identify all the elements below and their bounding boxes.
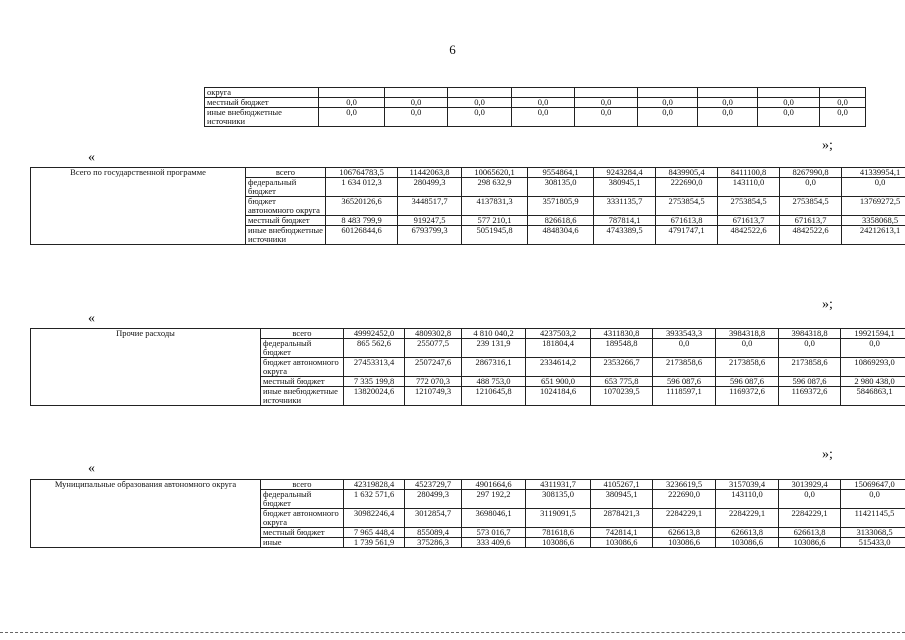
table-row	[31, 480, 905, 490]
table-cell: 15069647,0	[841, 480, 905, 490]
table-cell: 3331135,7	[594, 197, 656, 216]
table-cell: 11421145,5	[841, 509, 905, 528]
table-cell: 2173858,6	[653, 358, 716, 377]
table-cell: 1169372,6	[716, 387, 779, 406]
table-cell: 596 087,6	[653, 377, 716, 387]
table-row	[31, 168, 905, 178]
table-cell: 103086,6	[716, 538, 779, 548]
section-table	[30, 328, 905, 406]
row-label: иные	[261, 538, 344, 548]
table-cell: 4842522,6	[718, 226, 780, 245]
table-cell: 255077,5	[405, 339, 462, 358]
table-cell: 103086,6	[591, 538, 653, 548]
table-cell: 488 753,0	[462, 377, 526, 387]
row-label: бюджет автономного округа	[261, 358, 344, 377]
section-table	[30, 167, 905, 245]
table-cell: 0,0	[820, 98, 866, 108]
table-cell: 1070239,5	[591, 387, 653, 406]
table-cell: 0,0	[319, 108, 385, 127]
table-cell	[758, 88, 820, 98]
row-label: иные внебюджетные источники	[246, 226, 326, 245]
table-cell: 651 900,0	[526, 377, 591, 387]
table-cell: 1024184,6	[526, 387, 591, 406]
page-bottom-edge	[0, 632, 905, 633]
section-title: Всего по государственной программе	[31, 168, 246, 245]
table-cell: 2 980 438,0	[841, 377, 905, 387]
table-cell: 671613,7	[780, 216, 842, 226]
table-cell: 2173858,6	[716, 358, 779, 377]
table-cell: 626613,8	[779, 528, 841, 538]
table-cell: 0,0	[841, 490, 905, 509]
table-cell: 4809302,8	[405, 329, 462, 339]
table-cell: 27453313,4	[344, 358, 405, 377]
table-cell: 3012854,7	[405, 509, 462, 528]
table-cell: 308135,0	[526, 490, 591, 509]
table-cell: 515433,0	[841, 538, 905, 548]
table-cell: 222690,0	[656, 178, 718, 197]
table-cell: 0,0	[779, 490, 841, 509]
row-label: иные внебюджетные источники	[261, 387, 344, 406]
table-cell: 4311830,8	[591, 329, 653, 339]
table-row	[205, 98, 866, 108]
table-cell: 772 070,3	[405, 377, 462, 387]
table-row	[205, 108, 866, 127]
table-cell: 0,0	[575, 108, 638, 127]
table-cell: 8267990,8	[780, 168, 842, 178]
table-cell: 1 739 561,9	[344, 538, 405, 548]
table-cell	[820, 88, 866, 98]
table-cell: 24212613,1	[842, 226, 905, 245]
table-cell	[448, 88, 512, 98]
table-cell: 1210645,8	[462, 387, 526, 406]
table-cell: 4791747,1	[656, 226, 718, 245]
table-cell: 7 965 448,4	[344, 528, 405, 538]
table-cell: 0,0	[842, 178, 905, 197]
table-cell: 2284229,1	[653, 509, 716, 528]
table-cell: 3984318,8	[716, 329, 779, 339]
table-cell: 239 131,9	[462, 339, 526, 358]
table-cell: 3013929,4	[779, 480, 841, 490]
table-cell: 1 632 571,6	[344, 490, 405, 509]
table-cell: 4137831,3	[462, 197, 528, 216]
table-cell: 9243284,4	[594, 168, 656, 178]
table-cell: 36520126,6	[326, 197, 398, 216]
table-cell: 596 087,6	[716, 377, 779, 387]
table-cell: 103086,6	[526, 538, 591, 548]
table-cell: 0,0	[841, 339, 905, 358]
row-label: федеральный бюджет	[246, 178, 326, 197]
table-row	[205, 88, 866, 98]
table-cell: 4842522,6	[780, 226, 842, 245]
table-cell: 13820024,6	[344, 387, 405, 406]
table-cell: 3157039,4	[716, 480, 779, 490]
table-cell: 0,0	[653, 339, 716, 358]
row-label: федеральный бюджет	[261, 339, 344, 358]
table-cell: 0,0	[698, 108, 758, 127]
table-cell: 10065620,1	[462, 168, 528, 178]
table-cell: 0,0	[758, 98, 820, 108]
table-cell: 4523729,7	[405, 480, 462, 490]
table-row	[31, 329, 905, 339]
table-cell: 742814,1	[591, 528, 653, 538]
row-label: местный бюджет	[246, 216, 326, 226]
table-cell: 4237503,2	[526, 329, 591, 339]
table-cell: 10869293,0	[841, 358, 905, 377]
table-cell: 42319828,4	[344, 480, 405, 490]
table-cell: 7 335 199,8	[344, 377, 405, 387]
table-cell: 19921594,1	[841, 329, 905, 339]
table-cell	[512, 88, 575, 98]
opening-quote: «	[88, 311, 95, 326]
table-cell: 2507247,6	[405, 358, 462, 377]
table-cell: 577 210,1	[462, 216, 528, 226]
table-cell: 2284229,1	[716, 509, 779, 528]
table-cell: 919247,5	[398, 216, 462, 226]
table-cell: 13769272,5	[842, 197, 905, 216]
table-cell: 103086,6	[653, 538, 716, 548]
table-cell: 5051945,8	[462, 226, 528, 245]
table-cell: 787814,1	[594, 216, 656, 226]
table-cell: 781618,6	[526, 528, 591, 538]
table-cell: 0,0	[385, 98, 448, 108]
table-cell: 41339954,1	[842, 168, 905, 178]
table-cell: 143110,0	[716, 490, 779, 509]
table-cell: 2753854,5	[656, 197, 718, 216]
table-cell: 8439905,4	[656, 168, 718, 178]
table-cell: 596 087,6	[779, 377, 841, 387]
table-cell: 573 016,7	[462, 528, 526, 538]
table-cell: 3236619,5	[653, 480, 716, 490]
table-cell: 0,0	[758, 108, 820, 127]
table-cell: 4 810 040,2	[462, 329, 526, 339]
table-cell: 671613,8	[656, 216, 718, 226]
table-cell: 1169372,6	[779, 387, 841, 406]
table-cell: 4901664,6	[462, 480, 526, 490]
table-cell: 2753854,5	[718, 197, 780, 216]
table-cell: 2284229,1	[779, 509, 841, 528]
table-cell: 1 634 012,3	[326, 178, 398, 197]
table-cell	[698, 88, 758, 98]
table-cell: 3448517,7	[398, 197, 462, 216]
table-cell: 0,0	[780, 178, 842, 197]
table-cell: 3984318,8	[779, 329, 841, 339]
table-cell: 855089,4	[405, 528, 462, 538]
table-cell: 1118597,1	[653, 387, 716, 406]
table-cell: 6793799,3	[398, 226, 462, 245]
table-cell: 2753854,5	[780, 197, 842, 216]
table-cell: 308135,0	[528, 178, 594, 197]
table-cell: 626613,8	[653, 528, 716, 538]
table-cell: 671613,7	[718, 216, 780, 226]
row-label: иные внебюджетные источники	[205, 108, 319, 127]
table-cell: 0,0	[698, 98, 758, 108]
table-cell: 280499,3	[398, 178, 462, 197]
table-cell: 380945,1	[594, 178, 656, 197]
table-cell: 375286,3	[405, 538, 462, 548]
table-cell: 3571805,9	[528, 197, 594, 216]
closing-quote: »;	[822, 138, 833, 153]
table-cell: 143110,0	[718, 178, 780, 197]
table-cell: 4105267,1	[591, 480, 653, 490]
table-cell: 11442063,8	[398, 168, 462, 178]
section-title: Муниципальные образования автономного округа	[31, 480, 261, 548]
table-cell	[575, 88, 638, 98]
table-cell: 3698046,1	[462, 509, 526, 528]
row-label: округа	[205, 88, 319, 98]
table-cell: 5846863,1	[841, 387, 905, 406]
table-cell: 0,0	[512, 98, 575, 108]
section-table	[30, 479, 905, 548]
table-cell: 1210749,3	[405, 387, 462, 406]
table-cell: 826618,6	[528, 216, 594, 226]
table-cell: 0,0	[638, 98, 698, 108]
table-cell: 103086,6	[779, 538, 841, 548]
table-cell: 9554864,1	[528, 168, 594, 178]
table-cell: 0,0	[820, 108, 866, 127]
table-cell: 222690,0	[653, 490, 716, 509]
opening-quote: «	[88, 461, 95, 476]
table-cell: 0,0	[319, 98, 385, 108]
table-cell: 0,0	[448, 98, 512, 108]
table-cell: 0,0	[716, 339, 779, 358]
row-label: бюджет автономного округа	[246, 197, 326, 216]
table-cell: 0,0	[638, 108, 698, 127]
table-cell: 2173858,6	[779, 358, 841, 377]
row-label: всего	[261, 480, 344, 490]
table-cell: 0,0	[575, 98, 638, 108]
table-cell: 297 192,2	[462, 490, 526, 509]
table-cell	[638, 88, 698, 98]
table-cell: 3133068,5	[841, 528, 905, 538]
table-cell: 3933543,3	[653, 329, 716, 339]
table-cell: 280499,3	[405, 490, 462, 509]
row-label: всего	[246, 168, 326, 178]
table-cell	[385, 88, 448, 98]
table-cell: 380945,1	[591, 490, 653, 509]
row-label: бюджет автономного округа	[261, 509, 344, 528]
table-cell	[319, 88, 385, 98]
table-cell: 626613,8	[716, 528, 779, 538]
table-cell: 653 775,8	[591, 377, 653, 387]
row-label: всего	[261, 329, 344, 339]
table-cell: 2867316,1	[462, 358, 526, 377]
continuation-table	[204, 87, 866, 127]
table-cell: 0,0	[385, 108, 448, 127]
table-cell: 189548,8	[591, 339, 653, 358]
table-cell: 60126844,6	[326, 226, 398, 245]
table-cell: 181804,4	[526, 339, 591, 358]
table-cell: 8411100,8	[718, 168, 780, 178]
table-cell: 3358068,5	[842, 216, 905, 226]
table-cell: 0,0	[512, 108, 575, 127]
table-cell: 3119091,5	[526, 509, 591, 528]
page-number: 6	[449, 42, 456, 57]
table-cell: 865 562,6	[344, 339, 405, 358]
table-cell: 30982246,4	[344, 509, 405, 528]
table-cell: 298 632,9	[462, 178, 528, 197]
table-cell: 106764783,5	[326, 168, 398, 178]
table-cell: 0,0	[448, 108, 512, 127]
row-label: местный бюджет	[261, 528, 344, 538]
table-cell: 4743389,5	[594, 226, 656, 245]
table-cell: 49992452,0	[344, 329, 405, 339]
table-cell: 0,0	[779, 339, 841, 358]
table-cell: 4848304,6	[528, 226, 594, 245]
row-label: местный бюджет	[261, 377, 344, 387]
row-label: федеральный бюджет	[261, 490, 344, 509]
closing-quote: »;	[822, 297, 833, 312]
opening-quote: «	[88, 150, 95, 165]
table-cell: 8 483 799,9	[326, 216, 398, 226]
table-cell: 4311931,7	[526, 480, 591, 490]
table-cell: 2878421,3	[591, 509, 653, 528]
table-cell: 2353266,7	[591, 358, 653, 377]
table-cell: 333 409,6	[462, 538, 526, 548]
table-cell: 2334614,2	[526, 358, 591, 377]
section-title: Прочие расходы	[31, 329, 261, 406]
row-label: местный бюджет	[205, 98, 319, 108]
closing-quote: »;	[822, 447, 833, 462]
